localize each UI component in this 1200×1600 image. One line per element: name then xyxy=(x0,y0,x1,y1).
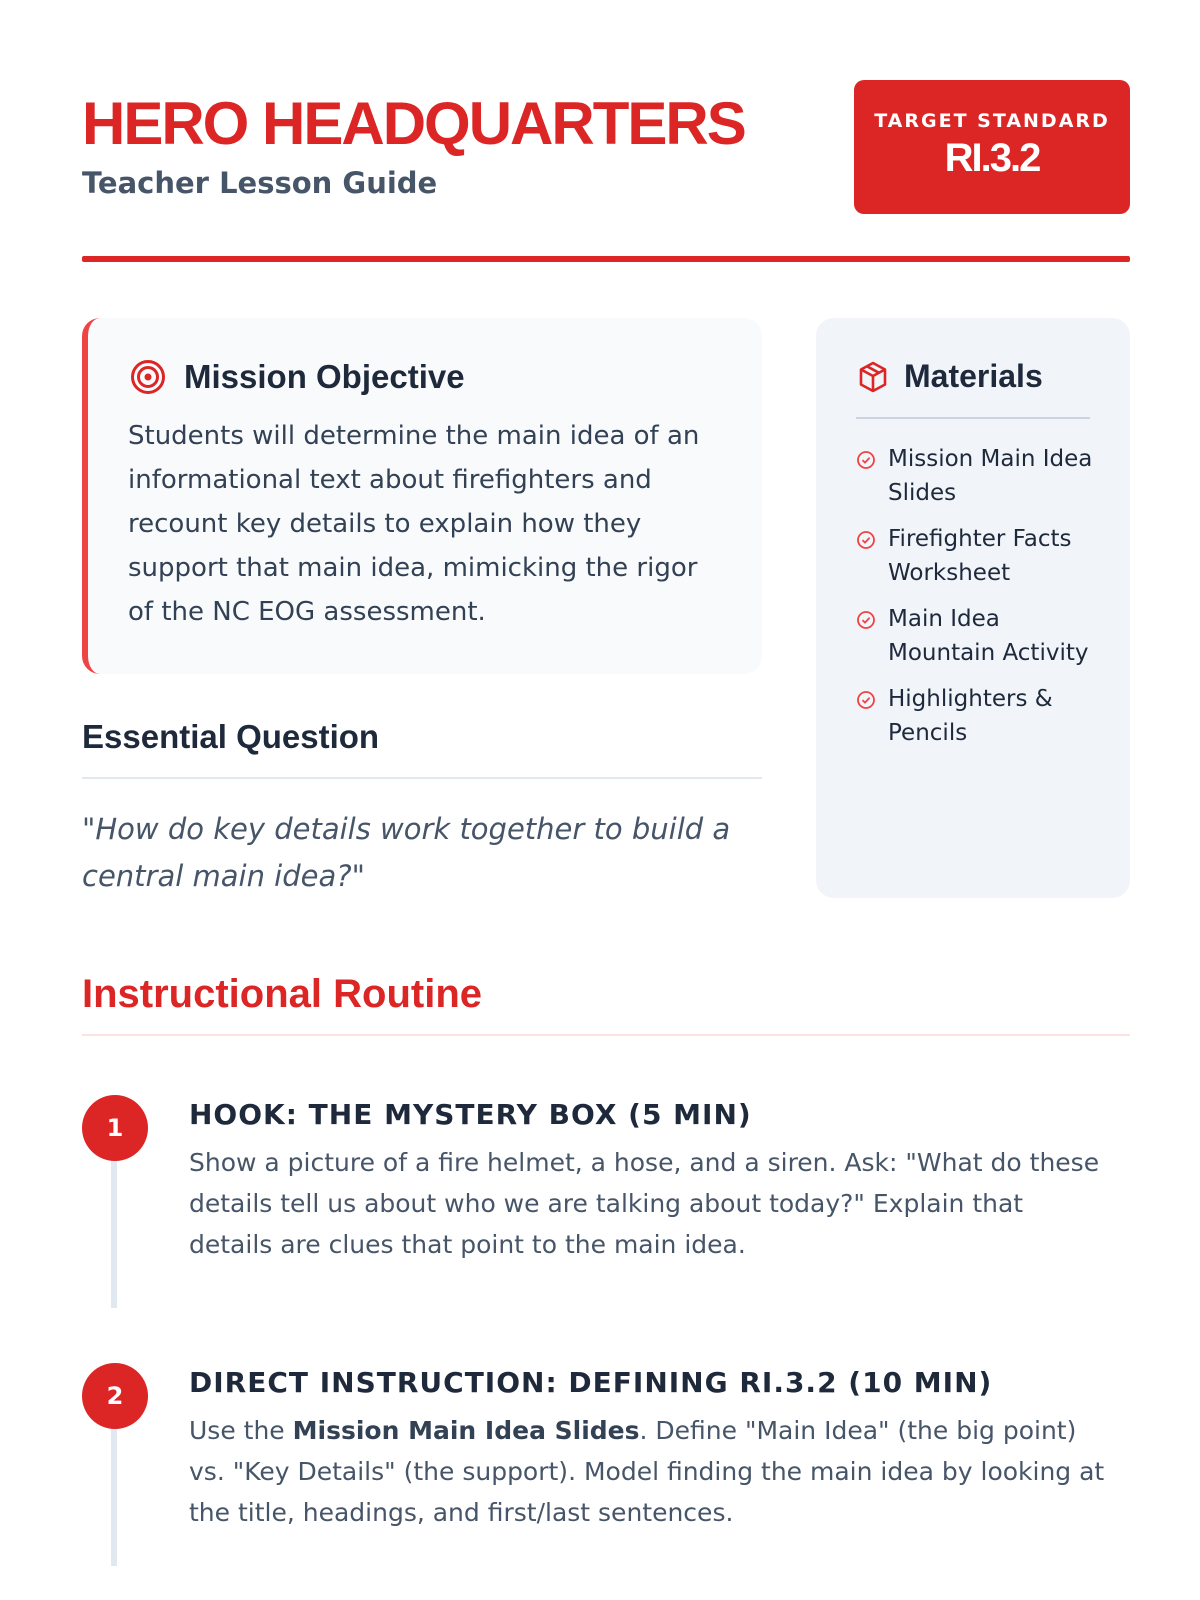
standard-code: RI.3.2 xyxy=(944,136,1040,180)
step-2-title: DIRECT INSTRUCTION: DEFINING RI.3.2 (10 MIN) xyxy=(189,1366,993,1399)
step-2-text-bold: Mission Main Idea Slides xyxy=(292,1416,640,1445)
material-label: Firefighter Facts Worksheet xyxy=(888,526,1072,586)
list-item xyxy=(856,522,1100,590)
standard-badge xyxy=(854,80,1130,214)
material-label: Main Idea Mountain Activity xyxy=(888,606,1089,666)
step-1-title: HOOK: THE MYSTERY BOX (5 MIN) xyxy=(189,1098,752,1131)
materials-divider xyxy=(856,417,1090,419)
essential-question-divider xyxy=(82,777,762,779)
objective-text: Students will determine the main idea of an informational text about firefighters and recount key details to explain how they support that main idea, mimicking the rigor of the NC EOG assessment. xyxy=(128,421,700,627)
check-circle-icon xyxy=(856,610,876,630)
mission-objective-card xyxy=(82,318,762,674)
objective-heading xyxy=(130,358,465,396)
essential-question-title: Essential Question xyxy=(82,718,380,755)
essential-question-quote: "How do key details work together to build a central main idea?" xyxy=(82,812,731,893)
materials-title: Materials xyxy=(904,358,1043,394)
step-2-text xyxy=(189,1410,1109,1533)
material-label: Highlighters & Pencils xyxy=(888,686,1053,746)
check-circle-icon xyxy=(856,690,876,710)
list-item xyxy=(856,682,1100,750)
routine-divider xyxy=(82,1034,1130,1036)
page-header xyxy=(82,80,1130,262)
header-divider xyxy=(82,256,1130,262)
page-title: HERO HEADQUARTERS xyxy=(82,90,745,157)
step-1-text: Show a picture of a fire helmet, a hose, and a siren. Ask: "What do these details tell us about who we are talking about today?" Explain that details are clues that point to the main idea. xyxy=(189,1148,1100,1259)
routine-title: Instructional Routine xyxy=(82,972,482,1016)
list-item xyxy=(856,602,1100,670)
material-label: Mission Main Idea Slides xyxy=(888,446,1093,506)
check-circle-icon xyxy=(856,450,876,470)
list-item xyxy=(856,442,1100,510)
step-2-number: 2 xyxy=(82,1363,148,1429)
step-2-text-before: Use the xyxy=(189,1416,293,1445)
box-icon xyxy=(856,360,890,394)
target-icon xyxy=(130,359,166,395)
materials-heading xyxy=(856,358,1043,395)
step-2-text-after: . Define "Main Idea" (the big point) vs. "Key Details" (the support). Model finding the main idea by looking at the title, headings, and first/last sentences. xyxy=(189,1416,1105,1527)
objective-title: Mission Objective xyxy=(184,358,465,395)
check-circle-icon xyxy=(856,530,876,550)
step-1-number: 1 xyxy=(82,1095,148,1161)
materials-card xyxy=(816,318,1130,898)
page-subtitle: Teacher Lesson Guide xyxy=(82,166,438,200)
standard-label: TARGET STANDARD xyxy=(874,110,1110,132)
materials-list xyxy=(856,442,1100,762)
